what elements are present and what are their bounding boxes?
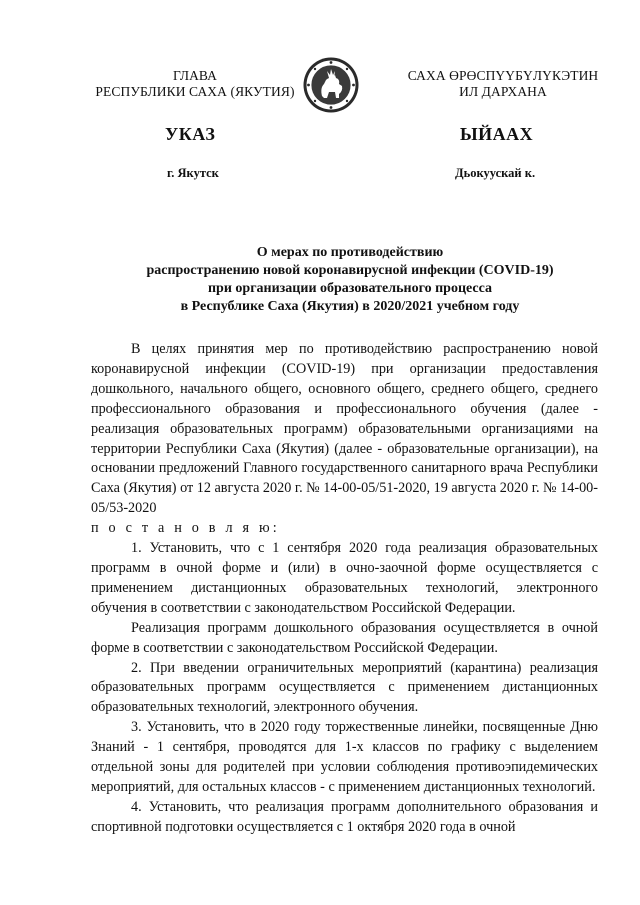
doc-type-sakha: ЫЙААХ — [460, 124, 534, 144]
preamble-paragraph: В целях принятия мер по противодействию распространению новой коронавирусной инфекции (COVID-19) при организации предоставления дошкольного, начального общего, основного общего, среднего общего, среднего профессионального образования и профессионального обучения (далее - реализация образовательных программ) образовательными организациями на территории Республики Саха (Якутия) (далее - образовательные организации), на основании предложений Главного государственного санитарного врача Республики Саха (Якутия) от 12 августа 2020 г. № 14-00-05/51-2020, 19 августа 2020 г. № 14-00-05/53-2020 — [91, 341, 598, 517]
issuer-ru-line-2: РЕСПУБЛИКИ САХА (ЯКУТИЯ) — [95, 84, 295, 99]
decree-title — [60, 244, 640, 316]
issuer-sakha-line-1: САХА ӨРӨСПҮҮБҮЛҮКЭТИН — [407, 68, 599, 83]
item-1-paragraph: 1. Установить, что с 1 сентября 2020 года реализация образовательных программ в очной форме и (или) в очно-заочной форме осуществляется с применением дистанционных образовательных технологий, электронного обучения в соответствии с законодательством Российской Федерации. — [91, 540, 598, 616]
item-4-paragraph: 4. Установить, что реализация программ дополнительного образования и спортивной подготовки осуществляется с 1 октября 2020 года в очной — [91, 798, 598, 835]
city-ru: г. Якутск — [167, 166, 219, 180]
issuer-sakha-line-2: ИЛ ДАРХАНА — [459, 84, 547, 99]
doc-type-ru: УКАЗ — [165, 124, 216, 144]
postanovlyayu-line: п о с т а н о в л я ю: — [91, 520, 280, 537]
item-3-paragraph: 3. Установить, что в 2020 году торжественные линейки, посвященные Дню Знаний - 1 сентября, проводятся для 1-х классов по графику с выделением отдельной зоны для родителей при условии соблюдения противоэпидемических мероприятий, для остальных классов - с применением дистанционных технологий. — [91, 719, 598, 795]
title-line-1: О мерах по противодействию — [256, 245, 444, 260]
issuer-sakha — [388, 68, 618, 100]
city-sakha: Дьокуускай к. — [455, 166, 536, 180]
title-line-2: распространению новой коронавирусной инфекции (COVID-19) — [146, 263, 554, 278]
preschool-paragraph: Реализация программ дошкольного образования осуществляется в очной форме в соответствии с законодательством Российской Федерации. — [91, 619, 598, 656]
coat-of-arms-emblem-icon — [302, 56, 360, 114]
title-line-3: при организации образовательного процесса — [207, 281, 493, 296]
title-line-4: в Республике Саха (Якутия) в 2020/2021 учебном году — [180, 299, 520, 314]
item-2-paragraph: 2. При введении ограничительных мероприятий (карантина) реализация образовательных программ осуществляется с применением дистанционных образовательных технологий, электронного обучения. — [91, 659, 598, 716]
issuer-ru-line-1: ГЛАВА — [172, 68, 218, 83]
issuer-ru — [70, 68, 320, 100]
decree-body — [91, 340, 598, 838]
